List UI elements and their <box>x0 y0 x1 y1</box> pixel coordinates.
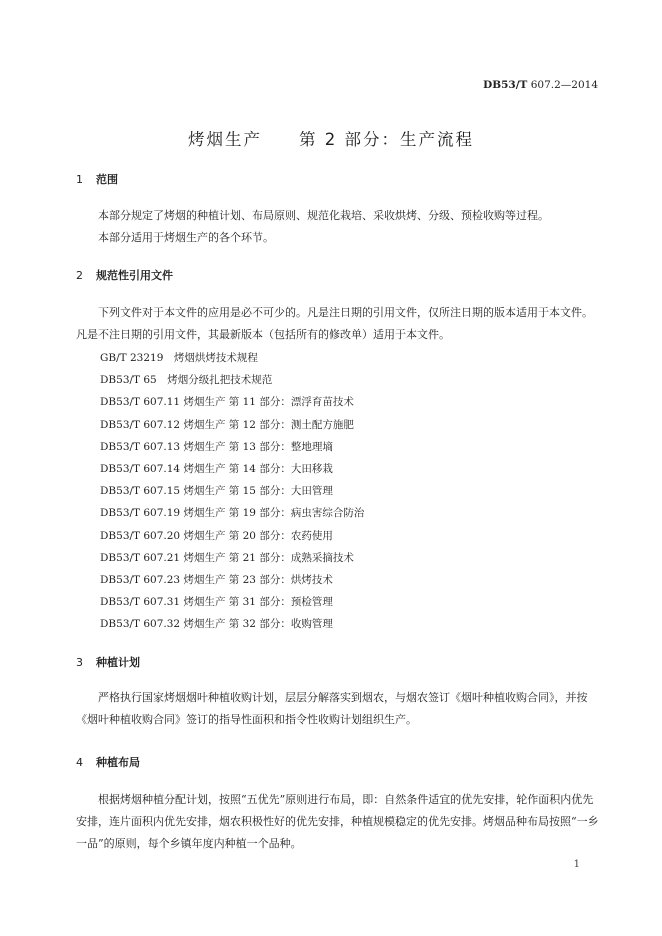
section-title: 种植布局 <box>96 756 140 769</box>
section-heading-planting-layout <box>76 754 140 770</box>
section-body-planting-plan <box>76 687 600 731</box>
reference-item: DB53/T 607.32 烤烟生产 第 32 部分：收购管理 <box>100 618 333 631</box>
reference-item: DB53/T 607.12 烤烟生产 第 12 部分：测土配方施肥 <box>100 418 354 431</box>
section-heading-scope <box>76 171 118 187</box>
reference-item: DB53/T 607.15 烤烟生产 第 15 部分：大田管理 <box>100 485 333 498</box>
paragraph: 下列文件对于本文件的应用是必不可少的。凡是注日期的引用文件，仅所注日期的版本适用于本文件。凡是不注日期的引用文件，其最新版本（包括所有的修改单）适用于本文件。 <box>76 306 593 341</box>
paragraph: 根据烤烟种植分配计划，按照“五优先”原则进行布局，即：自然条件适宜的优先安排，轮作面积内优先安排，连片面积内优先安排，烟农积极性好的优先安排，种植规模稳定的优先安排。烤烟品种布局按照“一乡一品”的原则，每个乡镇年度内种植一个品种。 <box>76 793 599 850</box>
reference-item: DB53/T 607.19 烤烟生产 第 19 部分：病虫害综合防治 <box>100 507 365 520</box>
paragraph: 严格执行国家烤烟烟叶种植收购计划，层层分解落实到烟农，与烟农签订《烟叶种植收购合同》，并按《烟叶种植收购合同》签订的指导性面积和指令性收购计划组织生产。 <box>76 691 588 726</box>
paragraph: 本部分规定了烤烟的种植计划、布局原则、规范化栽培、采收烘烤、分级、预检收购等过程。 <box>98 209 549 222</box>
section-body-planting-layout <box>76 789 600 855</box>
page-title: 烤烟生产 第 2 部分：生产流程 <box>188 130 474 149</box>
reference-item: DB53/T 607.13 烤烟生产 第 13 部分：整地理墒 <box>100 440 333 453</box>
reference-item: DB53/T 607.20 烤烟生产 第 20 部分：农药使用 <box>100 529 333 542</box>
section-number: 4 <box>76 756 83 769</box>
reference-item: DB53/T 65 烤烟分级扎把技术规范 <box>100 374 273 387</box>
page-number: 1 <box>573 859 580 870</box>
section-body-normative-references <box>76 302 600 346</box>
document-code <box>483 79 598 91</box>
section-body-scope <box>76 205 600 249</box>
reference-item: GB/T 23219 烤烟烘烤技术规程 <box>100 352 258 364</box>
paragraph: 本部分适用于烤烟生产的各个环节。 <box>98 231 274 244</box>
reference-item: DB53/T 607.21 烤烟生产 第 21 部分：成熟采摘技术 <box>100 551 354 564</box>
section-title: 规范性引用文件 <box>96 269 173 282</box>
section-title: 种植计划 <box>96 656 140 669</box>
section-number: 2 <box>76 269 83 282</box>
section-heading-normative-references <box>76 267 173 283</box>
reference-item: DB53/T 607.31 烤烟生产 第 31 部分：预检管理 <box>100 596 333 609</box>
reference-item: DB53/T 607.11 烤烟生产 第 11 部分：漂浮育苗技术 <box>100 396 354 409</box>
section-number: 3 <box>76 656 83 669</box>
reference-item: DB53/T 607.23 烤烟生产 第 23 部分：烘烤技术 <box>100 573 333 586</box>
reference-list <box>100 347 364 635</box>
reference-item: DB53/T 607.14 烤烟生产 第 14 部分：大田移栽 <box>100 462 333 475</box>
section-heading-planting-plan <box>76 654 140 670</box>
section-number: 1 <box>76 173 83 186</box>
section-title: 范围 <box>96 173 118 186</box>
document-code-number: 607.2—2014 <box>527 79 598 91</box>
document-code-prefix: DB53/T <box>483 79 528 91</box>
